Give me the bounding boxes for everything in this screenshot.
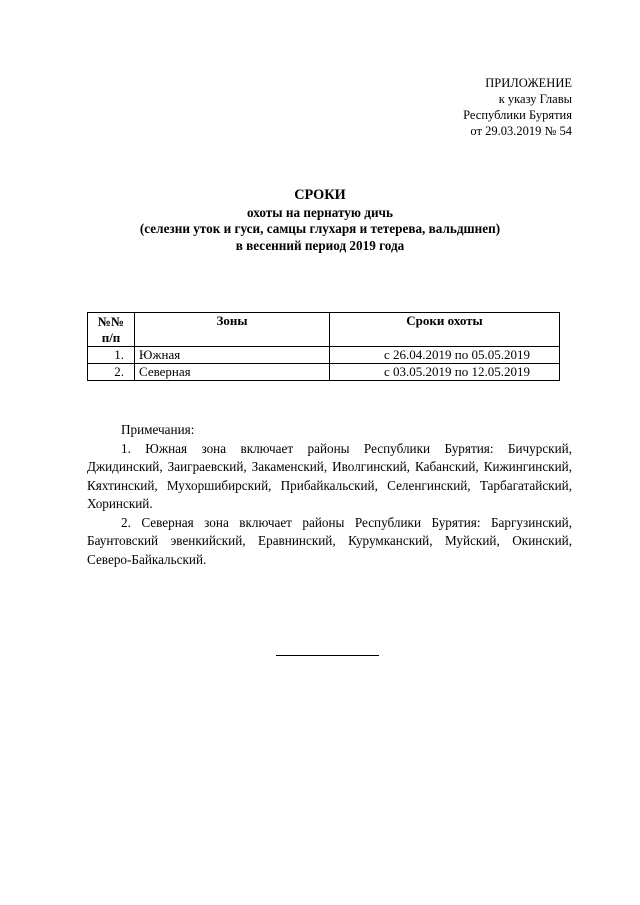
annex-date-number: от 29.03.2019 № 54 <box>470 124 572 138</box>
row-number: 1. <box>88 347 135 364</box>
notes-heading: Примечания: <box>121 422 195 437</box>
table-header-row <box>88 313 560 347</box>
note-south-zone: 1. Южная зона включает районы Республики Бурятия: Бичурский, Джидинский, Заиграевский, Закаменский, Иволгинский, Кабанский, Кижингинский, Кяхтинский, Мухоршибирский, Прибайкальский, Селенгинский, Тарбагатайский, Хоринский. <box>87 440 572 511</box>
title-subject: охоты на пернатую дичь <box>247 205 393 220</box>
annex-label: ПРИЛОЖЕНИЕ <box>485 76 572 90</box>
row-zone: Южная <box>135 347 330 364</box>
annex-header <box>463 75 572 139</box>
notes-section <box>87 421 572 569</box>
header-dates: Сроки охоты <box>330 313 560 347</box>
title-period: в весенний период 2019 года <box>235 237 405 253</box>
table-row <box>88 347 560 364</box>
document-title <box>0 186 640 254</box>
row-zone: Северная <box>135 364 330 381</box>
table-row <box>88 364 560 381</box>
header-number <box>88 313 135 347</box>
closing-rule-line <box>276 655 379 656</box>
title-species: (селезни уток и гуси, самцы глухаря и тетерева, вальдшнеп) <box>139 221 501 237</box>
header-zones: Зоны <box>135 313 330 347</box>
note-north-zone: 2. Северная зона включает районы Республики Бурятия: Баргузинский, Баунтовский эвенкийский, Еравнинский, Курумканский, Муйский, Окинский, Северо-Байкальский. <box>87 514 572 567</box>
row-number: 2. <box>88 364 135 381</box>
annex-decree-ref: к указу Главы <box>498 92 572 106</box>
annex-republic: Республики Бурятия <box>463 108 572 122</box>
row-dates: с 26.04.2019 по 05.05.2019 <box>330 347 560 364</box>
header-number-line2: п/п <box>101 330 121 345</box>
hunting-periods-table <box>87 312 560 381</box>
title-main: СРОКИ <box>294 187 346 203</box>
header-number-line1: №№ <box>97 314 125 329</box>
row-dates: с 03.05.2019 по 12.05.2019 <box>330 364 560 381</box>
